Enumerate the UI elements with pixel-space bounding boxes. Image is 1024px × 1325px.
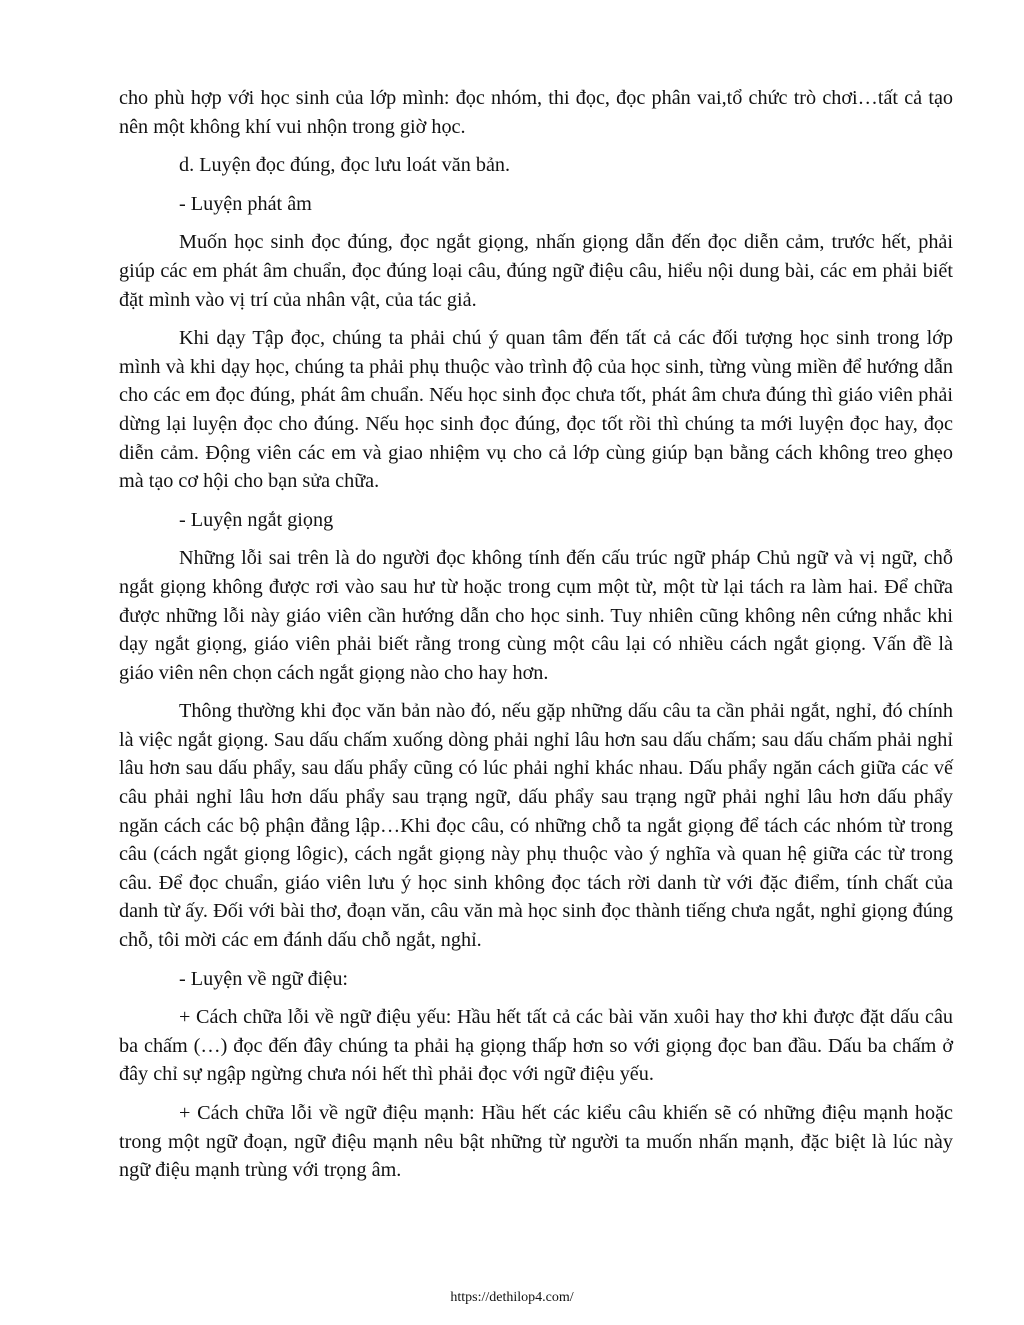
paragraph-teaching-reading: Khi dạy Tập đọc, chúng ta phải chú ý quan tâm đến tất cả các đối tượng học sinh trong lớp mình và khi dạy học, chúng ta phải phụ thuộc vào trình độ của học sinh, từng vùng miền để hướng dẫn cho các em đọc đúng, phát âm chuẩn. Nếu học sinh đọc chưa tốt, phát âm chưa đúng thì giáo viên phải dừng lại luyện đọc cho đúng. Nếu học sinh đọc đúng, đọc tốt rồi thì chúng ta mới luyện đọc hay, đọc diễn cảm. Động viên các em và giao nhiệm vụ cho cả lớp cùng giúp bạn bằng cách không treo ghẹo mà tạo cơ hội cho bạn sửa chữa. [119, 327, 953, 493]
subheading-phrasing: - Luyện ngắt giọng [179, 508, 334, 531]
paragraph-punctuation-pauses: Thông thường khi đọc văn bản nào đó, nếu gặp những dấu câu ta cần phải ngắt, nghỉ, đó chính là việc ngắt giọng. Sau dấu chấm xuống dòng phải nghỉ lâu hơn sau dấu chấm; sau dấu chấm phải nghỉ lâu hơn sau dấu phẩy, sau dấu phẩy cũng có lúc phải nghỉ khác nhau. Dấu phẩy ngăn cách giữa các vế câu phải nghỉ lâu hơn dấu phẩy sau trạng ngữ, dấu phẩy sau trạng ngữ phải nghỉ lâu hơn dấu phẩy ngăn cách các bộ phận đẳng lập…Khi đọc câu, có những chỗ ta ngắt giọng để tách các nhóm từ trong câu (cách ngắt giọng lôgic), cách ngắt giọng này phụ thuộc vào ý nghĩa và quan hệ giữa các từ trong câu. Để đọc chuẩn, giáo viên lưu ý học sinh không đọc tách rời danh từ với đặc điểm, tính chất của danh từ ấy. Đối với bài thơ, đoạn văn, câu văn mà học sinh đọc thành tiếng chưa ngắt, nghỉ giọng đúng chỗ, tôi mời các em đánh dấu chỗ ngắt, nghỉ. [119, 700, 953, 952]
footer-url: https://dethilop4.com/ [450, 1290, 574, 1305]
paragraph-continuation: cho phù hợp với học sinh của lớp mình: đọc nhóm, thi đọc, đọc phân vai,tổ chức trò chơi…tất cả tạo nên một không khí vui nhộn trong giờ học. [119, 87, 953, 138]
subheading-intonation: - Luyện về ngữ điệu: [179, 967, 349, 990]
document-body [119, 84, 953, 1195]
paragraph-weak-intonation: + Cách chữa lỗi về ngữ điệu yếu: Hầu hết tất cả các bài văn xuôi hay thơ khi được đặt dấu câu ba chấm (…) đọc đến đây chúng ta phải hạ giọng thấp hơn so với giọng đọc ban đầu. Dấu ba chấm ở đây chỉ sự ngập ngừng chưa nói hết thì phải đọc với ngữ điệu yếu. [119, 1006, 953, 1086]
paragraph-strong-intonation: + Cách chữa lỗi về ngữ điệu mạnh: Hầu hết các kiểu câu khiến sẽ có những điệu mạnh hoặc trong một ngữ đoạn, ngữ điệu mạnh nêu bật những từ người ta muốn nhấn mạnh, đặc biệt là lúc này ngữ điệu mạnh trùng với trọng âm. [119, 1102, 953, 1182]
section-heading-reading-fluency: d. Luyện đọc đúng, đọc lưu loát văn bản. [179, 154, 511, 177]
paragraph-phrasing-errors: Những lỗi sai trên là do người đọc không tính đến cấu trúc ngữ pháp Chủ ngữ và vị ngữ, chỗ ngắt giọng không được rơi vào sau hư từ hoặc trong cụm một từ, một từ lại tách ra làm hai. Để chữa được những lỗi này giáo viên cần hướng dẫn cho học sinh. Tuy nhiên cũng không nên cứng nhắc khi dạy ngắt giọng, giáo viên phải biết rằng trong cùng một câu lại có nhiều cách ngắt giọng. Vấn đề là giáo viên nên chọn cách ngắt giọng nào cho hay hơn. [119, 547, 953, 684]
subheading-pronunciation: - Luyện phát âm [179, 192, 312, 215]
paragraph-pronunciation: Muốn học sinh đọc đúng, đọc ngắt giọng, nhấn giọng dẫn đến đọc diễn cảm, trước hết, phải giúp các em phát âm chuẩn, đọc đúng loại câu, đúng ngữ điệu câu, hiểu nội dung bài, các em phải biết đặt mình vào vị trí của nhân vật, của tác giả. [119, 231, 953, 311]
